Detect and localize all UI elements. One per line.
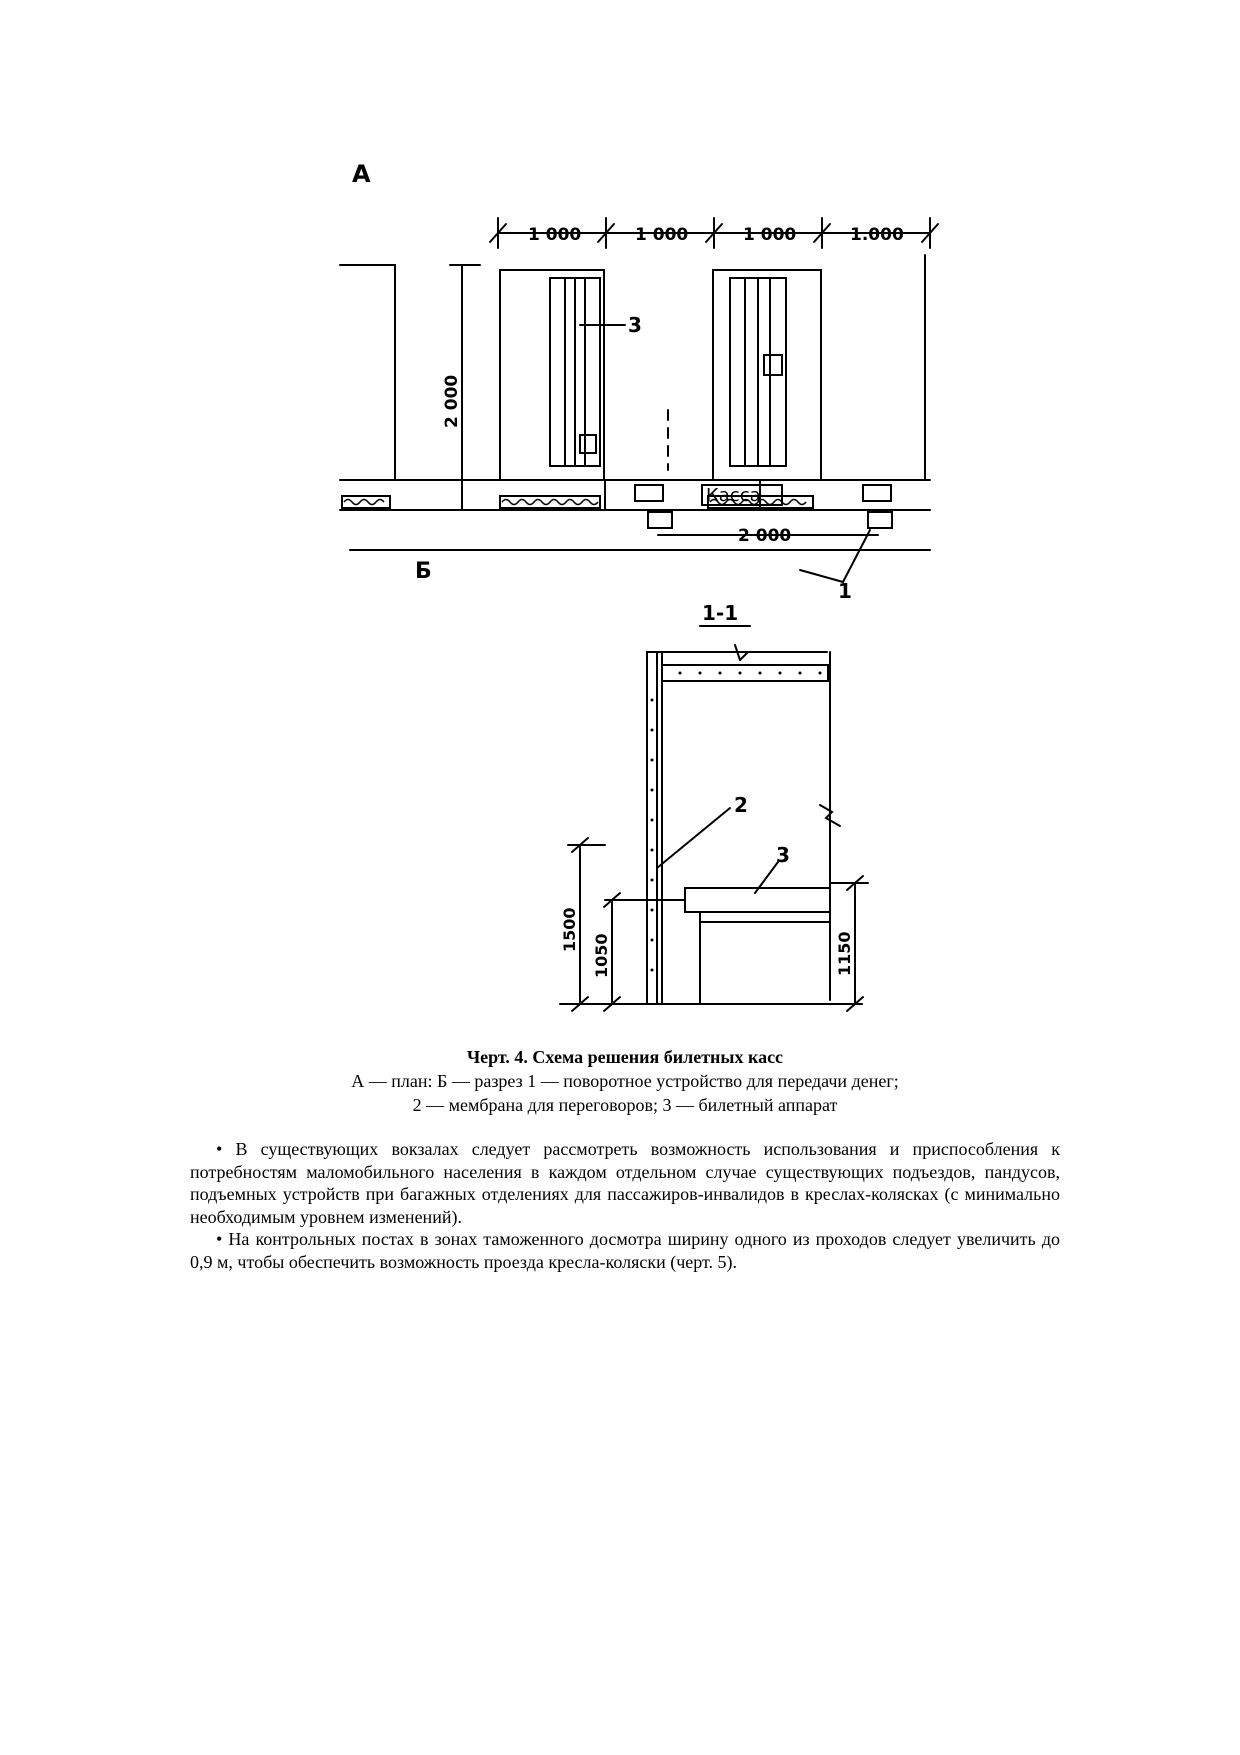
dimension-1150: 1150 xyxy=(835,931,854,976)
plan-drawing xyxy=(330,150,950,603)
kassa-label: Касса xyxy=(706,485,761,506)
dimension-1050: 1050 xyxy=(592,933,611,978)
section-drawing xyxy=(400,559,900,1020)
plan-label: А xyxy=(352,160,371,188)
paragraph: • В существующих вокзалах следует рассмотреть возможность использования и приспособления к потребностям маломобильного населения в каждом отдельном случае существующих подъездов, пандусов, подъемных устройств при багажных отделениях для пассажиров-инвалидов в креслах-колясках (с минимально необходимым уровнем изменений). xyxy=(190,1139,1060,1227)
dimension-height: 2 000 xyxy=(442,374,462,428)
dimension-top-4: 1.000 xyxy=(850,225,904,245)
figure-caption-line-1: А — план: Б — разрез 1 — поворотное устройство для передачи денег; xyxy=(351,1071,899,1091)
paragraph: • На контрольных постах в зонах таможенного досмотра ширину одного из проходов следует увеличить до 0,9 м, чтобы обеспечить возможность проезда кресла-коляски (черт. 5). xyxy=(190,1229,1060,1272)
marker-1: 1 xyxy=(838,579,852,603)
marker-3: 3 xyxy=(628,313,642,337)
section-plan-label: Б xyxy=(415,559,432,584)
dimension-bottom: 2 000 xyxy=(738,526,792,546)
figure-caption-line-2: 2 — мембрана для переговоров; 3 — билетный аппарат xyxy=(412,1095,838,1115)
marker-3-section: 3 xyxy=(776,843,790,867)
body-text xyxy=(190,1138,1060,1273)
figure-caption-title: Черт. 4. Схема решения билетных касс xyxy=(466,1047,784,1067)
dimension-top-3: 1 000 xyxy=(743,225,797,245)
dimension-1500: 1500 xyxy=(560,907,579,952)
section-label: 1-1 xyxy=(702,601,739,625)
marker-2: 2 xyxy=(734,793,748,817)
dimension-top-1: 1 000 xyxy=(528,225,582,245)
dimension-top-2: 1 000 xyxy=(635,225,689,245)
